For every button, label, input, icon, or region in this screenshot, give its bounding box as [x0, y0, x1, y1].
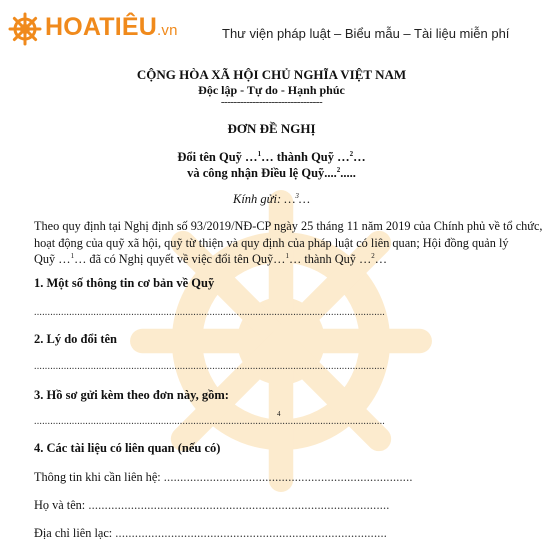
intro-line: hoạt động của quỹ xã hội, quỹ từ thiện và quy định của pháp luật có liên quan; Hội đồng quản lý	[34, 235, 509, 250]
name-field	[34, 498, 390, 513]
fill-in-line[interactable]: ............................................................................................	[88, 498, 390, 512]
contact-info-field	[34, 470, 413, 485]
document-subtitle-line1: Đổi tên Quỹ …$^1$… thành Quỹ …$^2$…	[177, 149, 366, 164]
motto-underline: --------------------------------	[220, 96, 323, 108]
national-title: CỘNG HÒA XÃ HỘI CHỦ NGHĨA VIỆT NAM	[136, 67, 407, 82]
section-heading-rename-reason: 2. Lý do đổi tên	[34, 332, 118, 346]
intro-line: Theo quy định tại Nghị định số 93/2019/NĐ-CP ngày 25 tháng 11 năm 2019 của Chính phủ về tổ chức,	[34, 219, 543, 233]
site-tagline: Thư viện pháp luật – Biểu mẫu – Tài liệu miễn phí	[222, 26, 510, 41]
intro-line: Quỹ …$^1$… đã có Nghị quyết về việc đổi tên Quỹ…$^1$… thành Quỹ …$^2$…	[34, 251, 388, 266]
footnote-marker: 4	[277, 410, 281, 418]
field-label: Địa chỉ liên lạc:	[34, 526, 113, 540]
fill-in-line[interactable]: ............................................................................	[163, 470, 413, 484]
section-heading-attachments: 3. Hồ sơ gửi kèm theo đơn này, gồm:	[34, 388, 229, 402]
fill-in-line[interactable]: ...................................................................................	[115, 526, 388, 540]
document-subtitle-line2: và công nhận Điều lệ Quỹ....$^2$.....	[187, 165, 356, 180]
fill-in-line[interactable]: ..................................................................................................................................	[34, 361, 385, 372]
section-heading-related-docs: 4. Các tài liệu có liên quan (nếu có)	[34, 441, 221, 455]
field-label: Thông tin khi cần liên hệ:	[34, 470, 161, 484]
national-motto: Độc lập - Tự do - Hạnh phúc	[198, 83, 345, 97]
recipient-line: Kính gửi: …$^3$…	[232, 191, 310, 206]
address-field	[34, 526, 387, 541]
field-label: Họ và tên:	[34, 498, 86, 512]
logo-text: HOATIÊU.vn	[45, 13, 178, 41]
section-heading-basic-info: 1. Một số thông tin cơ bản về Quỹ	[34, 276, 215, 290]
intro-paragraph	[34, 218, 543, 268]
fill-in-line[interactable]: ..................................................................................................................................	[34, 307, 385, 318]
fill-in-line[interactable]: ..................................................................................................................................	[34, 416, 385, 427]
document-title: ĐƠN ĐỀ NGHỊ	[227, 121, 316, 136]
